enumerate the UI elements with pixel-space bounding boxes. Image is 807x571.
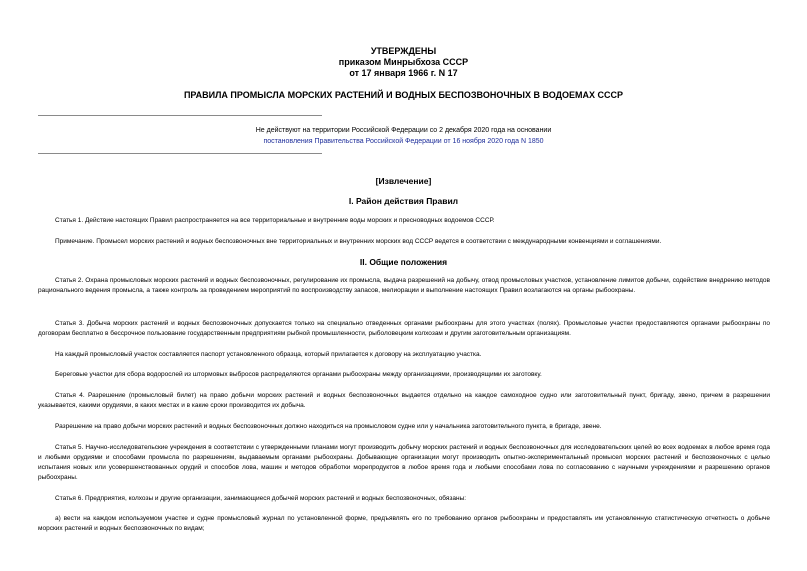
top-divider bbox=[38, 115, 322, 116]
document-title: ПРАВИЛА ПРОМЫСЛА МОРСКИХ РАСТЕНИЙ И ВОДНЫХ БЕСПОЗВОНОЧНЫХ В ВОДОЕМАХ СССР bbox=[183, 90, 624, 100]
section-1-heading: I. Район действия Правил bbox=[348, 196, 459, 206]
order-line: приказом Минрыбхоза СССР bbox=[338, 57, 469, 67]
order-date: от 17 января 1966 г. N 17 bbox=[349, 68, 458, 78]
article-1: Статья 1. Действие настоящих Правил распространяется на все территориальные и внутренние воды морских и пресноводных водоемов СССР. bbox=[55, 217, 495, 224]
extract-label: [Извлечение] bbox=[375, 176, 432, 186]
permit-location-paragraph: Разрешение на право добычи морских растений и водных беспозвоночных должно находиться на промысловом судне или у начальника заготовительного пункта, в бригаде, звене. bbox=[55, 423, 602, 430]
bottom-divider bbox=[38, 153, 322, 154]
note-paragraph: Примечание. Промысел морских растений и водных беспозвоночных вне территориальных и внутренних морских вод СССР ведется в соответствии с международными конвенциями и соглашениями. bbox=[55, 238, 662, 245]
article-6: Статья 6. Предприятия, колхозы и другие организации, занимающиеся добычей морских растений и водных беспозвоночных, обязаны: bbox=[55, 495, 467, 502]
article-2: Статья 2. Охрана промысловых морских растений и водных беспозвоночных, регулирование их промысла, выдача разрешений на добычу, отвод промысловых участков, установление лимитов добычи, содействие внедрению методов рационального ведения промысла, а также контроль за проведением мероприятий по воспроизводству запасов, мелиорации и выполнение настоящих Правил возлагаются на органы рыбоохраны. bbox=[38, 277, 770, 294]
article-4: Статья 4. Разрешение (промысловый билет) на право добычи морских растений и водных беспозвоночных выдается отдельно на каждое самоходное судно или заготовительный пункт, бригаду, звено, причем в разрешении указывается, какими орудиями, в каких местах и в какие сроки производится их добыча. bbox=[38, 392, 770, 409]
article-3: Статья 3. Добыча морских растений и водных беспозвоночных допускается только на специально отведенных органами рыбоохраны для этого участках (полях). Промысловые участки предоставляются органами рыбоохраны по договорам бесплатно в бессрочное пользование государственным предприятиям рыбной промышленности, рыболовецким колхозам и другим заготовительным организациям. bbox=[38, 320, 770, 337]
validity-notice-link-line bbox=[0, 137, 807, 146]
section-2-heading: II. Общие положения bbox=[359, 257, 448, 267]
decree-link[interactable]: постановления Правительства Российской Федерации от 16 ноября 2020 года N 1850 bbox=[263, 138, 544, 145]
approved-label: УТВЕРЖДЕНЫ bbox=[370, 46, 437, 56]
article-6-item-a: а) вести на каждом используемом участке и судне промысловый журнал по установленной форме, предъявлять его по требованию органов рыбоохраны и предоставлять им установленную статистическую отчетность о добыче морских растений и водных беспозвоночных по видам; bbox=[38, 515, 770, 532]
shore-plots-paragraph: Береговые участки для сбора водорослей из штормовых выбросов распределяются органами рыбоохраны между организациями, производящими их заготовку. bbox=[55, 371, 542, 378]
validity-notice: Не действуют на территории Российской Федерации со 2 декабря 2020 года на основании bbox=[255, 127, 552, 134]
passport-paragraph: На каждый промысловый участок составляется паспорт установленного образца, который прилагается к договору на эксплуатацию участка. bbox=[55, 351, 482, 358]
article-5: Статья 5. Научно-исследовательские учреждения в соответствии с утвержденными планами могут производить добычу морских растений и водных беспозвоночных для исследовательских целей во всех водоемах в любое время года и любыми орудиями и способами промысла по разрешениям, выдаваемым органами рыбоохраны. Добывающие организации могут производить опытно-экспериментальный промысел морских растений и беспозвоночных с целью испытания новых или усовершенствованных орудий и способов лова, машин и методов обработки морепродуктов в любое время года и любыми способами лова по согласованию с научными учреждениями и разрешению органов рыбоохраны. bbox=[38, 444, 770, 481]
